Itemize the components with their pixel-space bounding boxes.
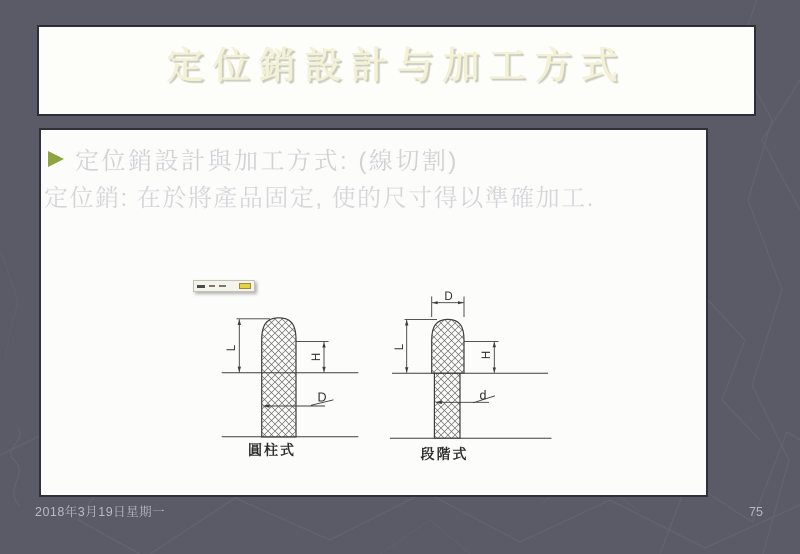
dim-label-D: D xyxy=(317,390,327,405)
arrowhead xyxy=(432,301,438,304)
toolbar-mark xyxy=(219,285,226,287)
title-box xyxy=(37,25,756,116)
dim-label-L: L xyxy=(394,343,406,351)
pin-bottom-shape xyxy=(434,373,460,438)
arrowhead xyxy=(458,301,464,304)
pin-top-shape xyxy=(432,319,464,373)
dim-label-H: H xyxy=(311,352,323,362)
slide-title: 定位銷設計与加工方式 xyxy=(166,45,627,86)
arrowhead xyxy=(405,367,408,373)
content-heading: 定位銷設計與加工方式: (線切割) xyxy=(75,148,459,175)
arrowhead xyxy=(493,342,496,348)
dim-label-D: D xyxy=(444,291,453,304)
content-heading-row xyxy=(48,141,459,176)
toolbar-mark xyxy=(197,285,205,288)
arrowhead xyxy=(322,367,325,373)
embedded-toolbar-thumbnail xyxy=(193,280,255,292)
arrowhead xyxy=(493,368,496,374)
page-number: 75 xyxy=(749,505,763,519)
arrowhead xyxy=(322,342,325,348)
dim-label-d: d xyxy=(479,388,487,403)
diagram-cylindrical xyxy=(212,298,362,466)
dim-label-H: H xyxy=(481,350,493,360)
diagram-stepped xyxy=(385,288,560,468)
arrowhead xyxy=(238,319,241,325)
pin-shape xyxy=(262,318,296,437)
dim-label-L: L xyxy=(226,344,238,352)
footer-date: 2018年3月19日星期一 xyxy=(35,505,166,519)
diagram-caption: 段階式 xyxy=(420,446,469,462)
arrowhead xyxy=(405,320,408,326)
arrowhead xyxy=(238,367,241,373)
toolbar-mark xyxy=(209,285,215,287)
bullet-arrow-icon xyxy=(48,151,64,167)
content-body: 定位銷: 在於將產品固定, 使的尺寸得以準確加工. xyxy=(44,185,595,212)
content-box xyxy=(39,128,708,497)
toolbar-yellow-chip xyxy=(239,283,251,289)
diagram-caption: 圓柱式 xyxy=(248,442,296,458)
